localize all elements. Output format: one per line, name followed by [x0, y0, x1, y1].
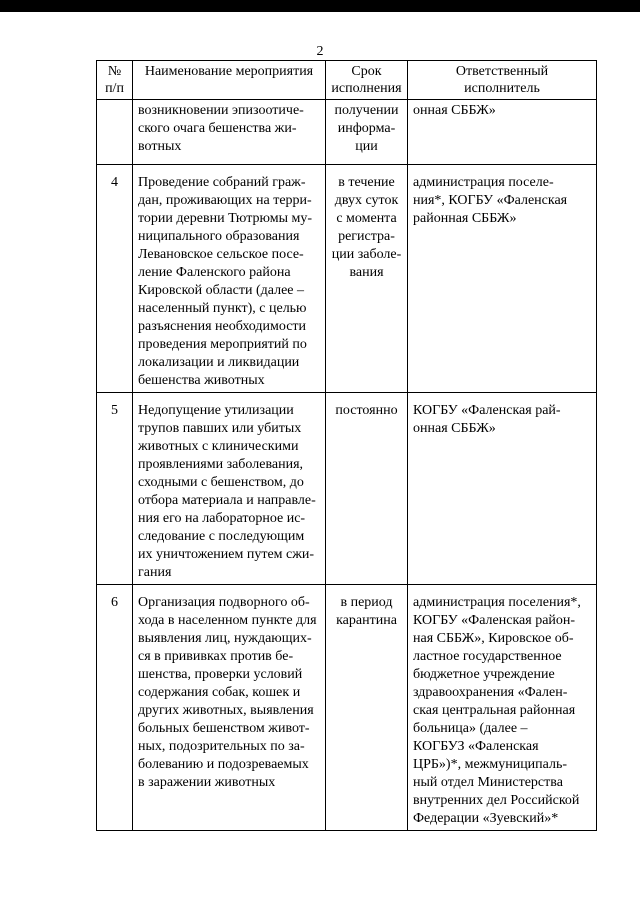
row-number: 6	[97, 585, 133, 831]
table-row	[97, 585, 597, 831]
page-number: 2	[316, 44, 324, 59]
row-number	[97, 100, 133, 165]
row-responsible: КОГБУ «Фаленская рай- онная СББЖ»	[408, 393, 597, 585]
row-term: получении информа- ции	[326, 100, 408, 165]
row-measure-name: Недопущение утилизации трупов павших или убитых животных с клиническими проявлениями заболевания, сходными с бешенством, до отбора материала и направле- ния его на лабораторное ис- следование с последующим их уничтожением путем сжи- гания	[133, 393, 326, 585]
row-responsible: онная СББЖ»	[408, 100, 597, 165]
row-term: в период карантина	[326, 585, 408, 831]
header-term: Срок исполнения	[326, 61, 408, 100]
row-number: 4	[97, 165, 133, 393]
row-measure-name: возникновении эпизоотиче- ского очага бешенства жи- вотных	[133, 100, 326, 165]
row-number: 5	[97, 393, 133, 585]
measures-table	[96, 60, 597, 831]
scan-top-border	[0, 0, 640, 12]
header-number: № п/п	[97, 61, 133, 100]
table-row	[97, 100, 597, 165]
table-row	[97, 393, 597, 585]
header-measure-name: Наименование мероприятия	[133, 61, 326, 100]
row-responsible: администрация поселения*, КОГБУ «Фаленская район- ная СББЖ», Кировское об- ластное государственное бюджетное учреждение здравоохранения «Фален- ская центральная районная больница» (далее – КОГБУЗ «Фаленская ЦРБ»)*, межмуниципаль- ный отдел Министерства внутренних дел Российской Федерации «Зуевский»*	[408, 585, 597, 831]
table-header-row	[97, 61, 597, 100]
row-term: постоянно	[326, 393, 408, 585]
row-measure-name: Организация подворного об- хода в населенном пункте для выявления лиц, нуждающих- ся в прививках против бе- шенства, проверки условий содержания собак, кошек и других животных, выявления больных бешенством живот- ных, подозрительных по за- болеванию и подозреваемых в заражении животных	[133, 585, 326, 831]
table-row	[97, 165, 597, 393]
row-measure-name: Проведение собраний граж- дан, проживающих на терри- тории деревни Тютрюмы му- ниципального образования Левановское сельское посе- ление Фаленского района Кировской области (далее – населенный пункт), с целью разъяснения необходимости проведения мероприятий по локализации и ликвидации бешенства животных	[133, 165, 326, 393]
header-responsible: Ответственный исполнитель	[408, 61, 597, 100]
row-term: в течение двух суток с момента регистра- ции заболе- вания	[326, 165, 408, 393]
row-responsible: администрация поселе- ния*, КОГБУ «Фаленская районная СББЖ»	[408, 165, 597, 393]
